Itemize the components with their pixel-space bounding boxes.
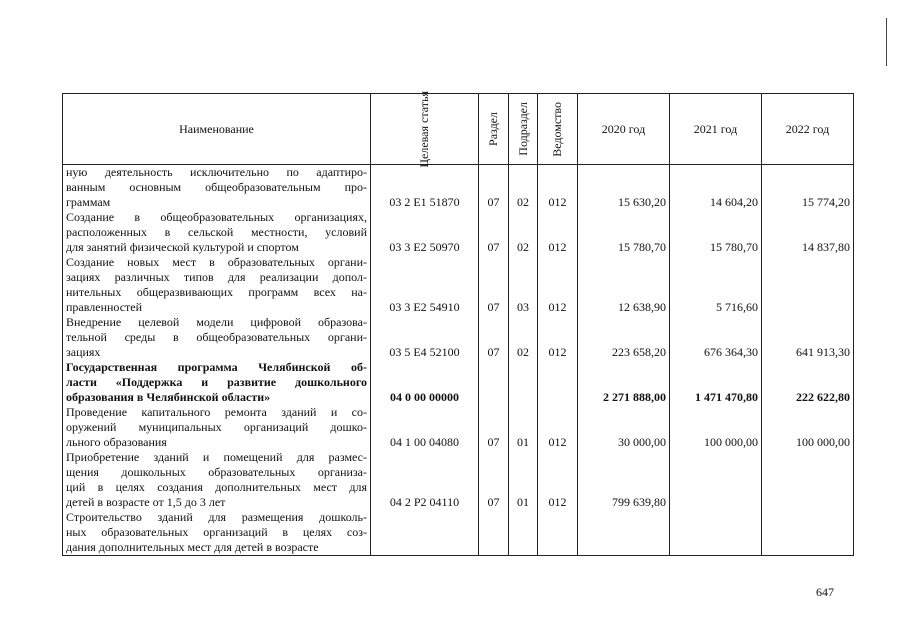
row-section	[479, 360, 509, 405]
row-value-2022: 14 837,80	[762, 210, 854, 255]
row-name-line: ную деятельность исключительно по адаптиро-	[66, 165, 367, 179]
row-section: 07	[479, 165, 509, 211]
row-name-line: правленностей	[66, 300, 143, 314]
row-subsection: 02	[509, 315, 538, 360]
row-value-2021: 1 471 470,80	[670, 360, 762, 405]
row-name-line: оружений муниципальных организаций дошко-	[66, 420, 367, 434]
row-value-2021	[670, 450, 762, 510]
table-row	[63, 450, 854, 510]
row-value-2022	[762, 510, 854, 556]
row-department	[538, 360, 578, 405]
row-name-line: ций в целях создания дополнительных мест для	[66, 480, 367, 494]
row-value-2020: 223 658,20	[578, 315, 670, 360]
row-subsection	[509, 510, 538, 556]
row-value-2022: 15 774,20	[762, 165, 854, 211]
header-name: Наименование	[63, 94, 371, 165]
row-target-item: 03 3 E2 54910	[371, 255, 479, 315]
row-value-2020: 30 000,00	[578, 405, 670, 450]
row-value-2021: 15 780,70	[670, 210, 762, 255]
row-value-2022	[762, 450, 854, 510]
row-department: 012	[538, 405, 578, 450]
table-row	[63, 510, 854, 556]
row-target-item: 04 1 00 04080	[371, 405, 479, 450]
table-row	[63, 405, 854, 450]
row-department: 012	[538, 450, 578, 510]
row-section: 07	[479, 450, 509, 510]
row-section: 07	[479, 405, 509, 450]
row-value-2022: 100 000,00	[762, 405, 854, 450]
margin-rule	[886, 18, 887, 66]
row-name	[63, 210, 371, 255]
row-name-line: ласти «Поддержка и развитие дошкольного	[66, 375, 367, 389]
row-target-item: 03 3 E2 50970	[371, 210, 479, 255]
row-department: 012	[538, 210, 578, 255]
row-target-item	[371, 510, 479, 556]
row-section: 07	[479, 210, 509, 255]
header-department: Ведомство	[538, 94, 578, 165]
row-name-line: тельной среды в общеобразовательных органи-	[66, 330, 367, 344]
row-subsection: 03	[509, 255, 538, 315]
table-row	[63, 210, 854, 255]
row-name-line: для занятий физической культурой и спортом	[66, 240, 299, 254]
row-value-2020: 2 271 888,00	[578, 360, 670, 405]
table-row	[63, 255, 854, 315]
row-subsection	[509, 360, 538, 405]
row-department: 012	[538, 255, 578, 315]
header-section: Раздел	[479, 94, 509, 165]
row-name-line: ванным основным общеобразовательным про-	[66, 180, 367, 194]
row-value-2021	[670, 510, 762, 556]
budget-table	[62, 90, 854, 556]
row-subsection: 01	[509, 450, 538, 510]
row-value-2020: 799 639,80	[578, 450, 670, 510]
row-value-2022	[762, 255, 854, 315]
row-name-line: расположенных в сельской местности, условий	[66, 225, 367, 239]
row-name-line: щения дошкольных образовательных организа-	[66, 465, 367, 479]
row-name	[63, 510, 371, 556]
table-row	[63, 360, 854, 405]
row-name	[63, 360, 371, 405]
row-name-line: нительных общеразвивающих программ всех на-	[66, 285, 367, 299]
row-name	[63, 165, 371, 211]
row-subsection: 02	[509, 165, 538, 211]
row-name-line: зациях	[66, 345, 101, 359]
row-department	[538, 510, 578, 556]
row-department: 012	[538, 165, 578, 211]
header-subsection: Подраздел	[509, 94, 538, 165]
row-value-2022: 641 913,30	[762, 315, 854, 360]
table-row	[63, 315, 854, 360]
row-target-item: 03 5 E4 52100	[371, 315, 479, 360]
row-value-2021: 676 364,30	[670, 315, 762, 360]
row-target-item: 03 2 E1 51870	[371, 165, 479, 211]
row-name-line: Внедрение целевой модели цифровой образова-	[66, 315, 367, 329]
row-value-2020	[578, 510, 670, 556]
row-subsection: 02	[509, 210, 538, 255]
row-value-2021: 14 604,20	[670, 165, 762, 211]
header-target-item: Целевая статья	[371, 94, 479, 165]
row-target-item: 04 0 00 00000	[371, 360, 479, 405]
row-value-2020: 15 630,20	[578, 165, 670, 211]
row-section: 07	[479, 315, 509, 360]
header-2021: 2021 год	[670, 94, 762, 165]
row-section	[479, 510, 509, 556]
row-subsection: 01	[509, 405, 538, 450]
row-name	[63, 255, 371, 315]
row-value-2021: 5 716,60	[670, 255, 762, 315]
row-name-line: образования в Челябинской области»	[66, 390, 271, 404]
row-target-item: 04 2 P2 04110	[371, 450, 479, 510]
row-name-line: Проведение капитального ремонта зданий и со-	[66, 405, 367, 419]
row-name	[63, 450, 371, 510]
row-value-2020: 12 638,90	[578, 255, 670, 315]
row-name-line: зациях различных типов для реализации допол-	[66, 270, 367, 284]
row-name-line: детей в возрасте от 1,5 до 3 лет	[66, 495, 226, 509]
row-value-2020: 15 780,70	[578, 210, 670, 255]
row-value-2021: 100 000,00	[670, 405, 762, 450]
row-name-line: граммам	[66, 195, 111, 209]
row-department: 012	[538, 315, 578, 360]
row-section: 07	[479, 255, 509, 315]
header-2020: 2020 год	[578, 94, 670, 165]
table-row	[63, 165, 854, 211]
row-name-line: ных образовательных организаций в целях соз-	[66, 525, 367, 539]
row-name	[63, 405, 371, 450]
row-name-line: Создание в общеобразовательных организациях,	[66, 210, 367, 224]
row-name-line: Приобретение зданий и помещений для размес-	[66, 450, 367, 464]
row-name-line: Государственная программа Челябинской об-	[66, 360, 367, 374]
row-name-line: Создание новых мест в образовательных органи-	[66, 255, 367, 269]
header-2022: 2022 год	[762, 94, 854, 165]
row-name-line: Строительство зданий для размещения дошколь-	[66, 510, 367, 524]
row-value-2022: 222 622,80	[762, 360, 854, 405]
table-header-row	[63, 94, 854, 165]
row-name-line: льного образования	[66, 435, 167, 449]
row-name-line: дания дополнительных мест для детей в возрасте	[66, 540, 319, 554]
row-name	[63, 315, 371, 360]
page-number: 647	[816, 585, 834, 599]
